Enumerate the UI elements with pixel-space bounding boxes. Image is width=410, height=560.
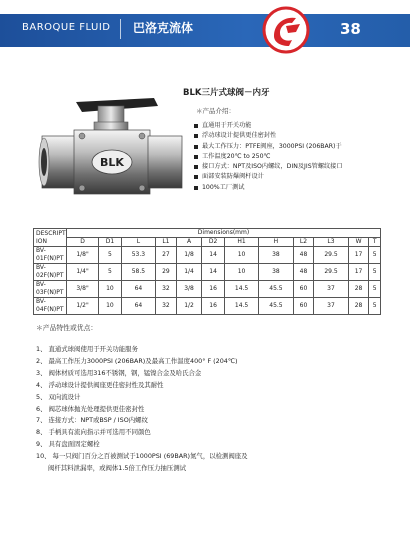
table-cell: 27 <box>156 247 177 264</box>
model-prefix: BV- <box>36 264 46 271</box>
ball-valve-image <box>36 92 186 202</box>
column-header: H1 <box>224 238 258 247</box>
table-cell: 60 <box>293 281 314 298</box>
feature-item: 5、 双向流设计 <box>36 392 81 401</box>
table-cell: 38 <box>259 247 293 264</box>
feature-item: 1、 直通式球阀使用于开关功能服务 <box>36 345 138 353</box>
table-row <box>34 264 381 281</box>
description-header <box>34 229 67 247</box>
table-cell: 32 <box>156 281 177 298</box>
feature-item: 7、 连接方式：NPT或BSP / ISO内螺纹 <box>36 416 148 425</box>
table-cell: 45.5 <box>259 298 293 315</box>
table-row <box>34 298 381 315</box>
table-cell: 14.5 <box>224 281 258 298</box>
table-cell: 37 <box>314 281 348 298</box>
feature-item: 6、 阀芯球体抛光处理提供更佳密封性 <box>36 404 145 413</box>
table-cell: 5 <box>99 264 122 281</box>
model-prefix: BV- <box>36 298 46 305</box>
table-cell: 14.5 <box>224 298 258 315</box>
page-header <box>0 0 410 58</box>
intro-item: 面部安装防爆阀杆设计 <box>193 172 403 182</box>
column-header: D <box>67 238 99 247</box>
feature-item: 2、 最高工作压力3000PSI (206BAR)及最高工作温度400° F (204℃) <box>36 356 238 365</box>
table-cell: 10 <box>99 298 122 315</box>
table-cell: 3/8" <box>67 281 99 298</box>
header-band <box>0 14 410 47</box>
table-cell: 17 <box>348 264 369 281</box>
table-row <box>34 247 381 264</box>
column-header: L2 <box>293 238 314 247</box>
features-list <box>36 344 376 475</box>
table-cell: 16 <box>202 298 225 315</box>
model-code: 01F(N)PT <box>36 255 64 262</box>
intro-item: 最大工作压力：PTFE阀座，3000PSI (206BAR)于 <box>193 142 403 152</box>
table-cell: 3/8 <box>176 281 202 298</box>
table-cell: 48 <box>293 264 314 281</box>
intro-heading: ＊产品介绍： <box>196 107 235 115</box>
table-cell: 28 <box>348 298 369 315</box>
model-code: 02F(N)PT <box>36 272 64 279</box>
feature-item: 3、 阀体材质可选用316不锈钢，钢，锰镍合金及哈氏合金 <box>36 368 202 377</box>
table-cell: 1/8" <box>67 247 99 264</box>
table-cell: 29.5 <box>314 264 348 281</box>
table-cell: 53.3 <box>121 247 155 264</box>
column-header: D2 <box>202 238 225 247</box>
table-cell: 1/2" <box>67 298 99 315</box>
brand-name-chinese: 巴洛克流体 <box>133 21 194 35</box>
table-cell: 32 <box>156 298 177 315</box>
column-header: L <box>121 238 155 247</box>
intro-item: 工作温度20℃ to 250℃ <box>193 152 403 162</box>
table-cell: 37 <box>314 298 348 315</box>
dimensions-table <box>33 228 381 315</box>
column-header: T <box>369 238 381 247</box>
table-cell: 60 <box>293 298 314 315</box>
model-code: 04F(N)PT <box>36 306 64 313</box>
table-cell: 64 <box>121 298 155 315</box>
table-cell: 1/8 <box>176 247 202 264</box>
brand-name-english: BAROQUE FLUID <box>22 22 111 33</box>
table-cell: 10 <box>224 247 258 264</box>
table-cell: 45.5 <box>259 281 293 298</box>
header-separator <box>120 19 121 39</box>
table-cell: 10 <box>99 281 122 298</box>
table-cell: 58.5 <box>121 264 155 281</box>
column-header: A <box>176 238 202 247</box>
description-header-line1: DESCRIPT <box>36 229 66 237</box>
intro-item: 接口方式：NPT及ISO内螺纹，DIN及JIS管螺纹接口 <box>193 162 403 172</box>
column-header: L1 <box>156 238 177 247</box>
model-cell <box>34 247 67 264</box>
features-heading: ＊产品特性或优点： <box>36 324 98 332</box>
description-header-line2: ION <box>36 237 47 245</box>
dimensions-header: Dimensions(mm) <box>67 229 381 238</box>
model-cell <box>34 281 67 298</box>
intro-item: 浮动球设计提供更佳密封性 <box>193 131 403 141</box>
feature-item-continuation: 阀杆其料泄漏率，或阀体1.5倍工作压力抽压测试 <box>48 464 186 473</box>
intro-item: 直通用于开关功能 <box>193 121 403 131</box>
table-cell: 14 <box>202 264 225 281</box>
intro-list <box>193 121 403 193</box>
model-cell <box>34 264 67 281</box>
page-number: 38 <box>340 20 361 38</box>
table-row <box>34 281 381 298</box>
column-header: W <box>348 238 369 247</box>
table-cell: 1/4" <box>67 264 99 281</box>
table-cell: 5 <box>369 281 381 298</box>
company-logo <box>262 6 310 54</box>
table-cell: 38 <box>259 264 293 281</box>
valve-logo-text: BLK <box>100 156 124 169</box>
column-header: L3 <box>314 238 348 247</box>
feature-item: 8、 手柄具有流向指示并可选用不同颜色 <box>36 428 151 437</box>
intro-item: 100%工厂测试 <box>193 183 403 193</box>
table-cell: 64 <box>121 281 155 298</box>
model-cell <box>34 298 67 315</box>
model-code: 03F(N)PT <box>36 289 64 296</box>
table-cell: 14 <box>202 247 225 264</box>
table-cell: 1/2 <box>176 298 202 315</box>
model-prefix: BV- <box>36 247 46 254</box>
column-header: D1 <box>99 238 122 247</box>
table-cell: 10 <box>224 264 258 281</box>
feature-item: 10、 每一只阀门百分之百被测试于1000PSI (69BAR)氮气，以检测阀座及 <box>36 452 248 461</box>
table-cell: 1/4 <box>176 264 202 281</box>
table-cell: 17 <box>348 247 369 264</box>
product-title: BLK三片式球阀－内牙 <box>183 88 270 98</box>
table-cell: 5 <box>99 247 122 264</box>
table-header-row <box>34 229 381 238</box>
table-cell: 48 <box>293 247 314 264</box>
table-cell: 29.5 <box>314 247 348 264</box>
table-cell: 29 <box>156 264 177 281</box>
table-column-row <box>34 238 381 247</box>
table-cell: 5 <box>369 298 381 315</box>
table-cell: 5 <box>369 264 381 281</box>
table-cell: 5 <box>369 247 381 264</box>
table-cell: 28 <box>348 281 369 298</box>
feature-item: 9、 具有盘面固定螺栓 <box>36 440 100 449</box>
table-cell: 16 <box>202 281 225 298</box>
feature-item: 4、 浮动球设计提供阀座更佳密封性及其耐性 <box>36 380 164 389</box>
column-header: H <box>259 238 293 247</box>
model-prefix: BV- <box>36 281 46 288</box>
